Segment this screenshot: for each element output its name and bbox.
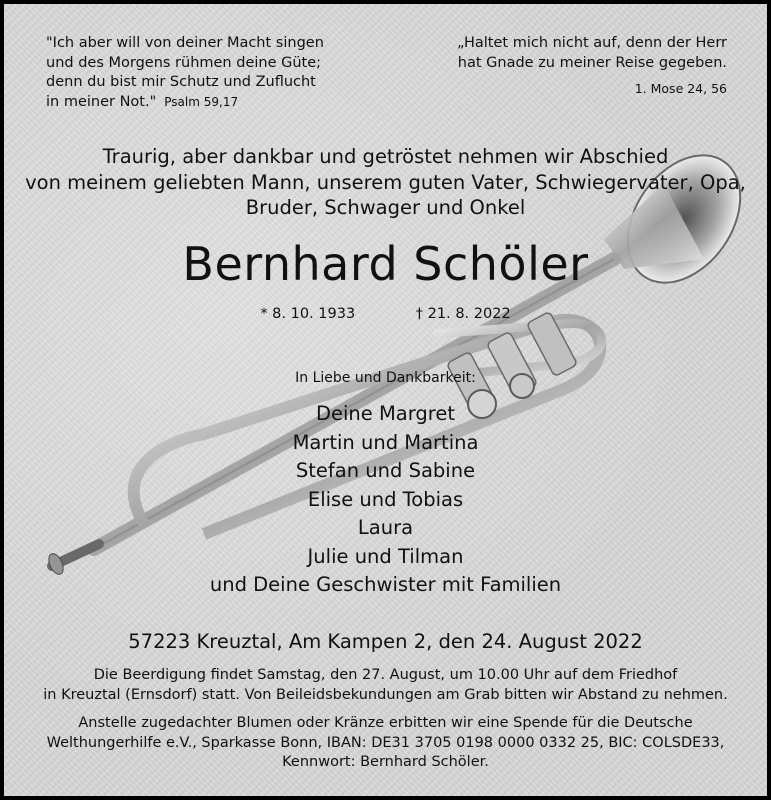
intro-text: [4, 144, 767, 221]
family-member: Stefan und Sabine: [295, 459, 476, 482]
family-member: Deine Margret: [315, 402, 456, 425]
genesis-quote: [407, 34, 727, 99]
death-date: † 21. 8. 2022: [415, 306, 511, 322]
quote-line: denn du bist mir Schutz und Zuflucht: [46, 74, 316, 90]
quote-line: und des Morgens rühmen deine Güte;: [46, 54, 322, 71]
family-member: Martin und Martina: [292, 430, 479, 454]
quote-line: "Ich aber will von deiner Macht singen: [46, 35, 324, 51]
life-dates: [4, 306, 767, 322]
donation-info-line: Anstelle zugedachter Blumen oder Kränze erbitten wir eine Spende für die Deutsche: [78, 715, 693, 731]
quote-line: „Haltet mich nicht auf, denn der Herr: [456, 35, 727, 51]
quote-line: in meiner Not.": [46, 93, 157, 110]
donation-info-line: Welthungerhilfe e.V., Sparkasse Bonn, IBAN: DE31 3705 0198 0000 0332 25, BIC: COLSDE33,: [46, 734, 725, 751]
intro-line: Bruder, Schwager und Onkel: [245, 196, 526, 219]
family-list: [4, 400, 767, 600]
obituary-card: [4, 4, 767, 796]
quote-reference: Psalm 59,17: [164, 94, 239, 109]
funeral-info-line: in Kreuztal (Ernsdorf) statt. Von Beileidsbekundungen am Grab bitten wir Abstand zu nehmen.: [43, 686, 728, 703]
family-member: Julie und Tilman: [307, 544, 464, 568]
psalm-quote: [46, 34, 386, 112]
funeral-info-line: Die Beerdigung findet Samstag, den 27. August, um 10.00 Uhr auf dem Friedhof: [93, 667, 678, 683]
quote-reference: 1. Mose 24, 56: [634, 81, 727, 96]
family-member: Elise und Tobias: [307, 487, 464, 511]
donation-info: [4, 714, 767, 773]
quote-line: hat Gnade zu meiner Reise gegeben.: [457, 54, 727, 71]
place-date: 57223 Kreuztal, Am Kampen 2, den 24. August 2022: [128, 630, 643, 653]
donation-info-line: Kennwort: Bernhard Schöler.: [282, 754, 489, 770]
deceased-name: Bernhard Schöler: [182, 237, 589, 291]
intro-line: von meinem geliebten Mann, unserem guten Vater, Schwiegervater, Opa,: [25, 170, 746, 194]
family-member: und Deine Geschwister mit Familien: [209, 573, 562, 596]
intro-line: Traurig, aber dankbar und getröstet nehmen wir Abschied: [102, 145, 669, 168]
thanks-label: In Liebe und Dankbarkeit:: [295, 370, 476, 386]
funeral-info: [4, 666, 767, 705]
family-member: Laura: [357, 516, 414, 539]
birth-date: * 8. 10. 1933: [260, 306, 356, 322]
